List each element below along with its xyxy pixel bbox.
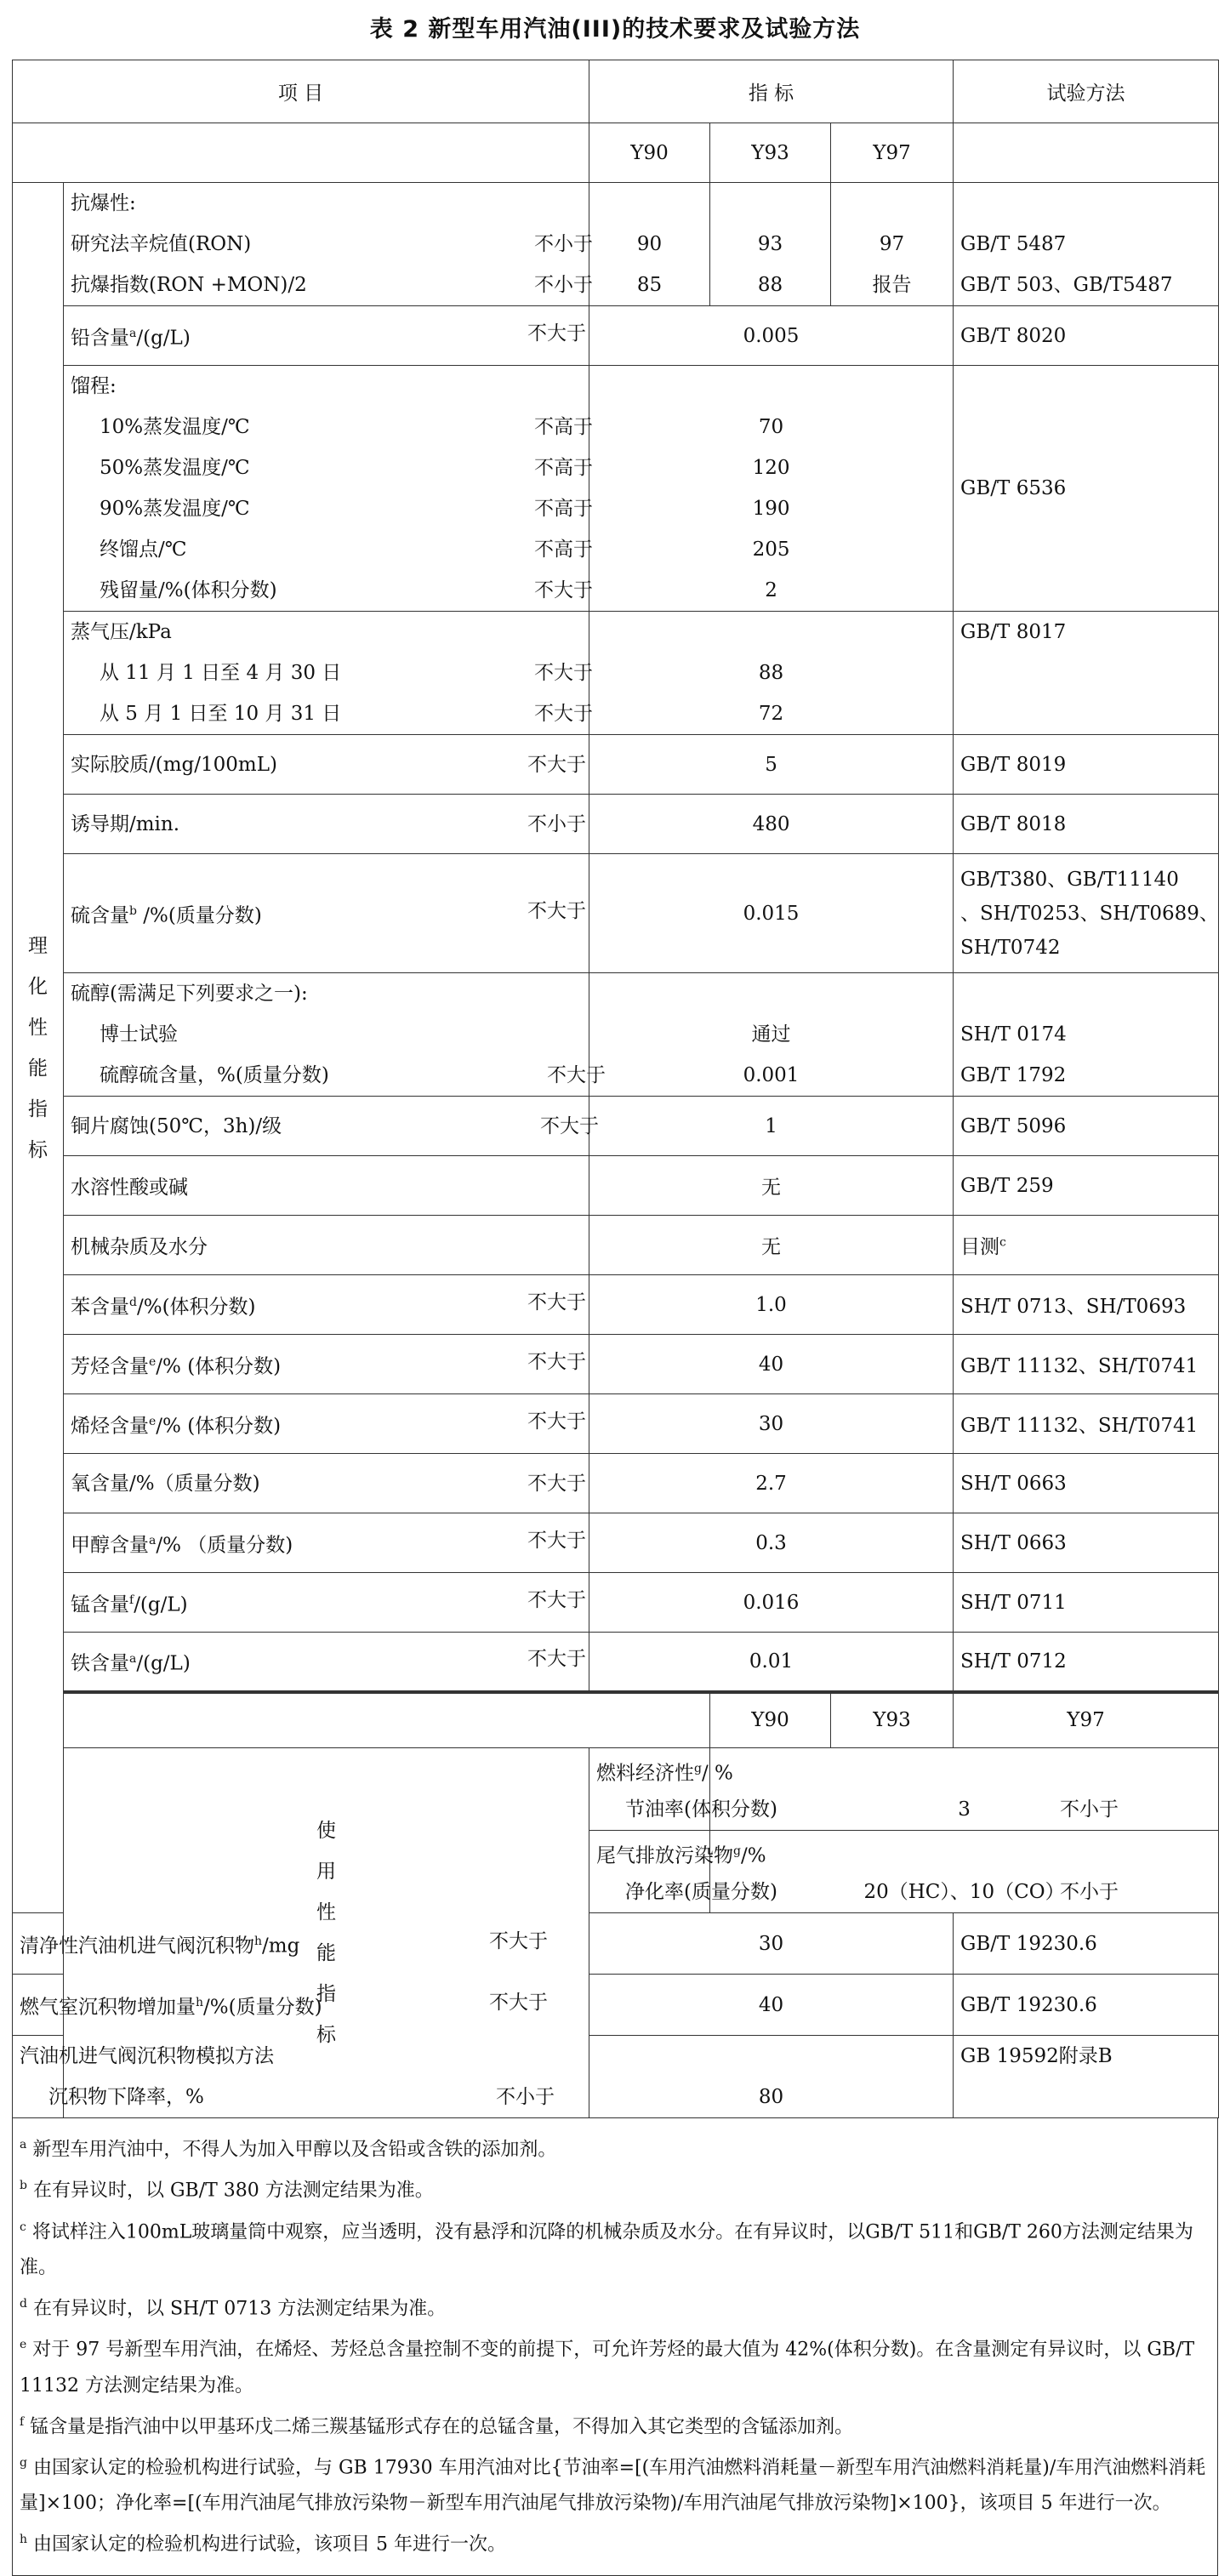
lead-value: 0.005: [589, 306, 954, 366]
table-row: 锰含量$^f$/(g/L) 不大于 0.016 SH/T 0711: [13, 1573, 1219, 1633]
table-row: 水溶性酸或碱 无 GB/T 259: [13, 1156, 1219, 1216]
aki-y97: 报告: [872, 274, 912, 296]
ron-label: 研究法辛烷值(RON): [71, 233, 252, 255]
grade-y90: Y90: [589, 123, 710, 183]
sulfur-method: GB/T380、GB/T11140 、SH/T0253、SH/T0689、 SH/T0742: [954, 854, 1219, 973]
table-row: 机械杂质及水分 无 目测$^c$: [13, 1216, 1219, 1275]
lead-method: GB/T 8020: [954, 306, 1219, 366]
footnote-h: $^h$ 由国家认定的检验机构进行试验，该项目 5 年进行一次。: [20, 2533, 507, 2556]
header-item: 项 目: [13, 60, 589, 123]
footnote-f: $^f$ 锰含量是指汽油中以甲基环戊二烯三羰基锰形式存在的总锰含量，不得加入其它类型的含锰添加剂。: [20, 2414, 854, 2437]
header-indicator: 指 标: [589, 60, 954, 123]
table-row: 硫含量$^b$ /%(质量分数) 不大于 0.015 GB/T380、GB/T11140 、SH/T0253、SH/T0689、 SH/T0742: [13, 854, 1219, 973]
ron-y90: 90: [636, 233, 663, 255]
table-row: 铅含量$^a$/(g/L) 不大于 0.005 GB/T 8020: [13, 306, 1219, 366]
table-title: 表 2 新型车用汽油(III)的技术要求及试验方法: [369, 16, 861, 43]
vapor-method: GB/T 8017: [960, 621, 1067, 643]
grade-y93: Y93: [710, 123, 831, 183]
aki-method: GB/T 503、GB/T5487: [960, 274, 1173, 296]
group-label-usage: 使 用 性 能 指 标: [64, 1748, 589, 2118]
footnote-c: $^c$ 将试样注入100mL玻璃量筒中观察，应当透明，没有悬浮和沉降的机械杂质及水分。在有异议时，以GB/T 511和GB/T 260方法测定结果为准。: [20, 2220, 1193, 2278]
footnotes: [12, 2118, 1218, 2576]
footnote-g: $^g$ 由国家认定的检验机构进行试验，与 GB 17930 车用汽油对比{节油率=[(车用汽油燃料消耗量－新型车用汽油燃料消耗量)/车用汽油燃料消耗量]×100；净化率=[(车用汽油尾气排放污染物－新型车用汽油尾气排放污染物)/车用汽油尾气排放污染物]×100}，该项目 5 年进行一次。: [20, 2455, 1206, 2515]
grade-row-2: Y90 Y93 Y97: [13, 1692, 1219, 1748]
table-row: 硫醇(需满足下列要求之一): 博士试验 硫醇硫含量，%(质量分数) 不大于 通过 0.001 SH/T 0174 GB/T 1792: [13, 973, 1219, 1097]
lead-limit: 不大于: [527, 322, 586, 345]
table-row: [13, 183, 1219, 306]
ron-y93: 93: [757, 233, 783, 255]
table-row: 芳烃含量$^e$/% (体积分数) 不大于 40 GB/T 11132、SH/T0741: [13, 1335, 1219, 1394]
table-row: 燃气室沉积物增加量$^h$/%(质量分数) 不大于 40 GB/T 19230.6: [13, 1975, 1219, 2036]
aki-y93: 88: [757, 274, 783, 296]
vapor-title: 蒸气压/kPa: [71, 621, 172, 643]
aki-y90: 85: [636, 274, 663, 296]
antiknock-title: 抗爆性:: [71, 192, 136, 214]
table-row: 使 用 性 能 指 标 燃料经济性$^g$/ % 节油率(体积分数) 不小于 3: [13, 1748, 1219, 1831]
distillation-method: GB/T 6536: [954, 366, 1219, 612]
header-row: [13, 60, 1219, 123]
table-row: 铁含量$^a$/(g/L) 不大于 0.01 SH/T 0712: [13, 1633, 1219, 1692]
table-row: 馏程: 10%蒸发温度/℃ 不高于 50%蒸发温度/℃ 不高于 90%蒸发温度/℃ 不高于 终馏点/℃ 不高于 残留量/%(体积分数) 不大于 70 120 190 205 2 GB/T 6536: [13, 366, 1219, 612]
group-label-physchem: 理 化 性 能 指 标: [13, 183, 64, 1913]
lead-label: 铅含量: [71, 327, 129, 350]
table-row: 清净性汽油机进气阀沉积物$^h$/mg 不大于 30 GB/T 19230.6: [13, 1913, 1219, 1975]
footnote-e: $^e$ 对于 97 号新型车用汽油，在烯烃、芳烃总含量控制不变的前提下，可允许芳烃的最大值为 42%(体积分数)。在含量测定有异议时，以 GB/T 11132 方法测定结果为准。: [20, 2338, 1195, 2396]
table-row: 实际胶质/(mg/100mL) 不大于 5 GB/T 8019: [13, 735, 1219, 795]
table-row: 诱导期/min. 不小于 480 GB/T 8018: [13, 795, 1219, 854]
header-method: 试验方法: [954, 60, 1219, 123]
aki-label: 抗爆指数(RON +MON)/2: [71, 274, 307, 296]
grade-row: [13, 123, 1219, 183]
ron-method: GB/T 5487: [960, 233, 1067, 255]
table-row: 尾气排放污染物$^g$/% 净化率(质量分数) 不小于 20（HC）、10（CO）: [13, 1831, 1219, 1913]
table-row: 甲醇含量$^a$/% （质量分数) 不大于 0.3 SH/T 0663: [13, 1513, 1219, 1573]
document: [12, 0, 1218, 2576]
spec-table: [12, 60, 1219, 2118]
footnote-b: $^b$ 在有异议时，以 GB/T 380 方法测定结果为准。: [20, 2179, 434, 2202]
vapor-values: 88 72: [589, 612, 954, 735]
table-row: 烯烃含量$^e$/% (体积分数) 不大于 30 GB/T 11132、SH/T0741: [13, 1394, 1219, 1454]
ron-y97: 97: [879, 233, 905, 255]
table-row: 蒸气压/kPa 从 11 月 1 日至 4 月 30 日 不大于 从 5 月 1 日至 10 月 31 日 不大于 88 72 GB/T 8017: [13, 612, 1219, 735]
distillation-title: 馏程:: [71, 375, 117, 397]
grade-y97: Y97: [831, 123, 954, 183]
table-row: 铜片腐蚀(50℃，3h)/级 不大于 1 GB/T 5096: [13, 1097, 1219, 1156]
footnote-d: $^d$ 在有异议时，以 SH/T 0713 方法测定结果为准。: [20, 2296, 447, 2320]
footnote-a: $^a$ 新型车用汽油中，不得人为加入甲醇以及含铅或含铁的添加剂。: [20, 2138, 557, 2161]
aki-limit: 不小于: [534, 274, 593, 296]
table-row: 汽油机进气阀沉积物模拟方法 沉积物下降率，% 不小于 80 GB 19592附录B: [13, 2036, 1219, 2118]
ron-limit: 不小于: [534, 233, 593, 255]
distillation-values: 70 120 190 205 2: [589, 366, 954, 612]
table-row: 氧含量/%（质量分数) 不大于 2.7 SH/T 0663: [13, 1454, 1219, 1513]
table-row: 苯含量$^d$/%(体积分数) 不大于 1.0 SH/T 0713、SH/T0693: [13, 1275, 1219, 1335]
